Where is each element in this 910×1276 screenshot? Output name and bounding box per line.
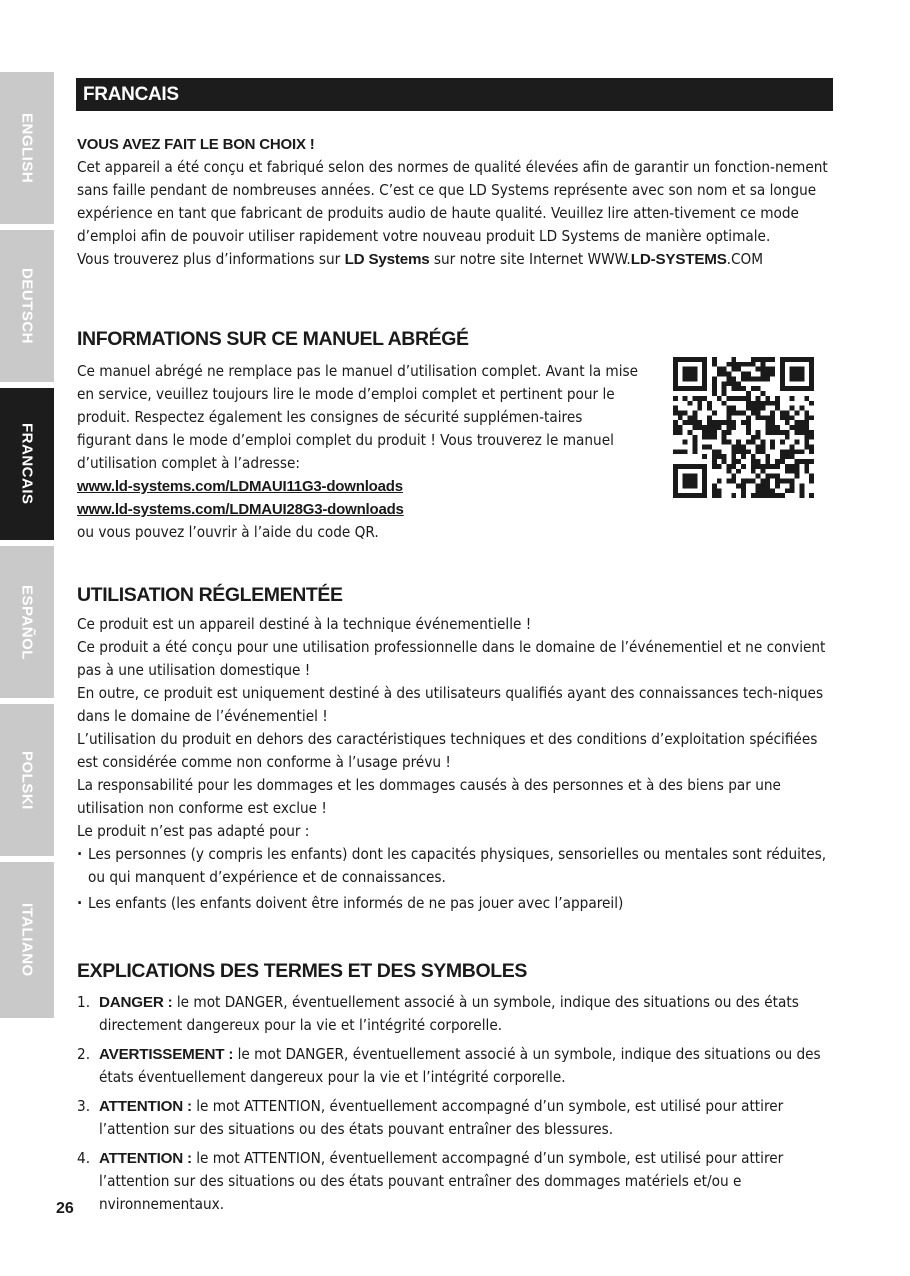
intro-section (77, 133, 837, 271)
symbols-title: EXPLICATIONS DES TERMES ET DES SYMBOLES (77, 960, 527, 982)
usage-line: Ce produit a été conçu pour une utilisation professionnelle dans le domaine de l’événementiel et ne convient pas à une utilisation domestique ! (77, 638, 826, 679)
intro-body: Cet appareil a été conçu et fabriqué selon des normes de qualité élevées afin de garantir un fonction-nement sans faille pendant de nombreuses années. C’est ce que LD Systems représente avec son nom et sa longue expérience en tant que fabricant de produits audio de haute qualité. Veuillez lire atten-tivement ce mode d’emploi afin de pouvoir utiliser rapidement votre nouveau produit LD Systems de manière optimale. (77, 158, 828, 245)
usage-line: L’utilisation du produit en dehors des caractéristiques techniques et des conditions d’exploitation spécifiées est considérée comme non conforme à l’usage prévu ! (77, 730, 818, 771)
term-item: 2. AVERTISSEMENT : le mot DANGER, éventuellement associé à un symbole, indique des situations ou des états éventuellement dangereux pour la vie et l’intégrité corporelle. (77, 1045, 821, 1086)
symbols-section (77, 960, 837, 1222)
manual-body: Ce manuel abrégé ne remplace pas le manuel d’utilisation complet. Avant la mise en service, veuillez toujours lire le mode d’emploi complet et pertinent pour le produit. Respectez également les consignes de sécurité supplémen-taires figurant dans le mode d’emploi complet du produit ! Vous trouverez le manuel d’utilisation complet à l’adresse: (77, 362, 639, 472)
tab-english[interactable]: ENGLISH (0, 72, 54, 224)
manual-body-block (77, 360, 639, 544)
usage-title: UTILISATION RÉGLEMENTÉE (77, 584, 343, 606)
brand-name: LD Systems (344, 251, 430, 268)
terms-list (77, 991, 837, 1216)
tab-polski[interactable]: POLSKI (0, 704, 54, 856)
term-item: 1. DANGER : le mot DANGER, éventuellement associé à un symbole, indique des situations ou des états directement dangereux pour la vie et l’intégrité corporelle. (77, 993, 799, 1034)
term-item: 3. ATTENTION : le mot ATTENTION, éventuellement accompagné d’un symbole, est utilisé pour attirer l’attention sur des situations ou des états pouvant entraîner des blessures. (77, 1097, 784, 1138)
bullet-item: · Les personnes (y compris les enfants) dont les capacités physiques, sensorielles ou mentales sont réduites, ou qui manquent d’expérience et de connaissances. (77, 843, 837, 889)
usage-line: Le produit n’est pas adapté pour : (77, 822, 310, 840)
usage-line: La responsabilité pour les dommages et les dommages causés à des personnes et à des biens par une utilisation non conforme est exclue ! (77, 776, 781, 817)
intro-more: Vous trouverez plus d’informations sur LD Systems sur notre site Internet WWW.LD-SYSTEMS.COM (77, 250, 764, 268)
usage-bullets (77, 843, 837, 915)
tab-deutsch[interactable]: DEUTSCH (0, 230, 54, 382)
usage-line: Ce produit est un appareil destiné à la technique événementielle ! (77, 615, 532, 633)
download-link-1[interactable]: www.ld-systems.com/LDMAUI11G3-downloads (77, 478, 403, 495)
section-header: FRANCAIS (76, 78, 833, 111)
manual-title: INFORMATIONS SUR CE MANUEL ABRÉGÉ (77, 328, 469, 350)
tab-espanol[interactable]: ESPAÑOL (0, 546, 54, 698)
tab-francais[interactable]: FRANCAIS (0, 388, 54, 540)
qr-code[interactable] (673, 357, 814, 498)
term-item: 4. ATTENTION : le mot ATTENTION, éventuellement accompagné d’un symbole, est utilisé pour attirer l’attention sur des situations ou des états pouvant entraîner des dommages matériels et/ou e nvironnementaux. (77, 1149, 784, 1213)
page-number: 26 (56, 1200, 74, 1217)
site-name: LD-SYSTEMS (630, 251, 727, 268)
usage-section (77, 584, 837, 915)
bullet-item: · Les enfants (les enfants doivent être informés de ne pas jouer avec l’appareil) (77, 892, 837, 915)
qr-hint: ou vous pouvez l’ouvrir à l’aide du code QR. (77, 523, 379, 541)
manual-section (77, 328, 837, 351)
intro-heading: VOUS AVEZ FAIT LE BON CHOIX ! (77, 136, 315, 153)
usage-line: En outre, ce produit est uniquement destiné à des utilisateurs qualifiés ayant des connaissances tech-niques dans le domaine de l’événementiel ! (77, 684, 824, 725)
download-link-2[interactable]: www.ld-systems.com/LDMAUI28G3-downloads (77, 501, 404, 518)
tab-italiano[interactable]: ITALIANO (0, 862, 54, 1018)
